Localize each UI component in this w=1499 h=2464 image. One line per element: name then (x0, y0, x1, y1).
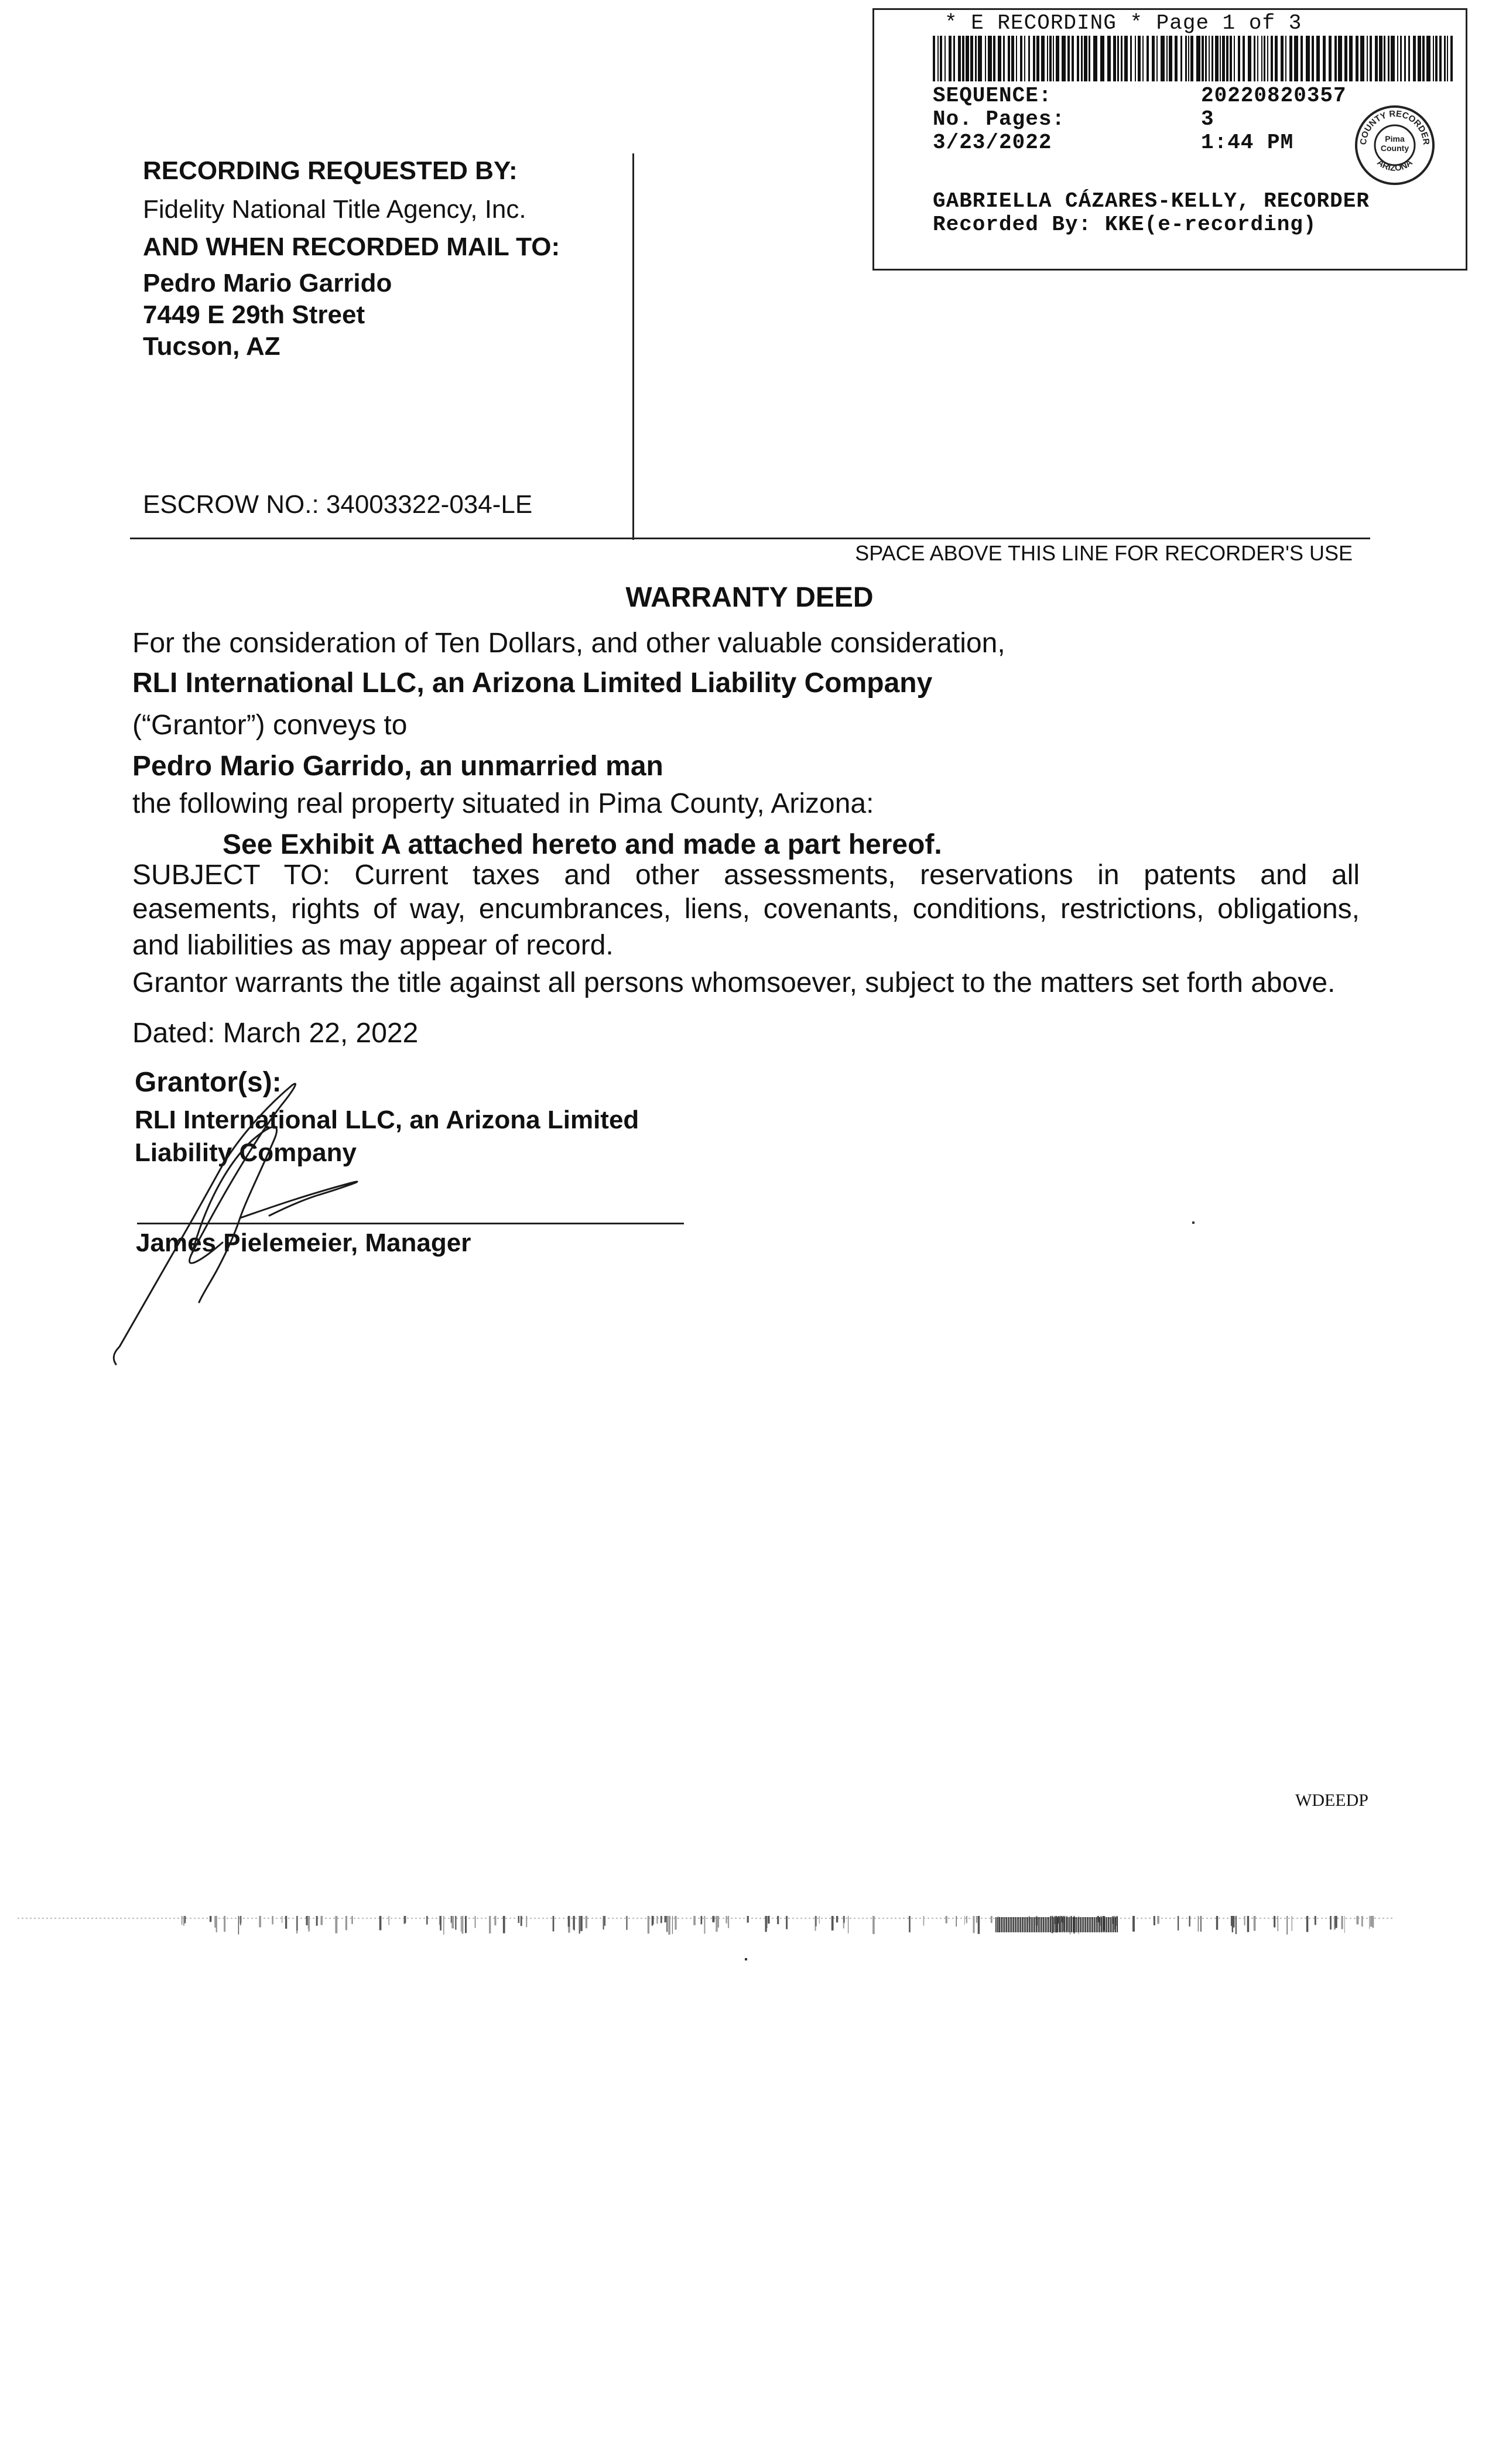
recorder-name: GABRIELLA CÁZARES-KELLY, RECORDER (933, 189, 1370, 213)
recorder-space-line (130, 538, 1370, 539)
sequence-label: SEQUENCE: (933, 84, 1052, 108)
warranty-text: Grantor warrants the title against all persons whomsoever, subject to the matters set forth above. (132, 967, 1336, 998)
mail-to-label: AND WHEN RECORDED MAIL TO: (143, 232, 560, 261)
exhibit-text: See Exhibit A attached hereto and made a part hereof. (223, 829, 942, 860)
county-seal-icon (1353, 104, 1436, 187)
subject-to-line-2: easements, rights of way, encumbrances, liens, covenants, conditions, restrictions, obligations, (132, 894, 1360, 925)
consideration-text: For the consideration of Ten Dollars, and other valuable consideration, (132, 628, 1005, 659)
recorder-stamp (872, 8, 1467, 271)
sequence-value: 20220820357 (1201, 84, 1347, 108)
seal-bottom-text: ARIZONA (1375, 157, 1415, 174)
svg-text:ARIZONA (1375, 158, 1414, 173)
scan-speck (1192, 1221, 1195, 1224)
subject-to-line-1: SUBJECT TO: Current taxes and other assessments, reservations in patents and all (132, 860, 1360, 891)
scan-artifact-strip (0, 1915, 1405, 1935)
subject-to-line-3: and liabilities as may appear of record. (132, 930, 614, 961)
grantee-name: Pedro Mario Garrido, an unmarried man (132, 751, 663, 782)
mail-to-street: 7449 E 29th Street (143, 300, 365, 329)
seal-center-text: Pima County (1380, 134, 1409, 153)
grantor-company-line-2: Liability Company (135, 1138, 357, 1167)
property-text: the following real property situated in Pima County, Arizona: (132, 788, 874, 819)
record-time: 1:44 PM (1201, 131, 1294, 155)
deed-title: WARRANTY DEED (625, 582, 874, 613)
conveys-text: (“Grantor”) conveys to (132, 710, 408, 741)
grantor-name: RLI International LLC, an Arizona Limited Liability Company (132, 668, 933, 699)
seal-top-text: COUNTY RECORDER (1358, 108, 1432, 146)
requested-by-label: RECORDING REQUESTED BY: (143, 156, 518, 185)
scan-speck (745, 1958, 747, 1960)
pages-label: No. Pages: (933, 107, 1066, 131)
handwritten-signature-icon (105, 1072, 515, 1376)
form-code: WDEEDP (1295, 1791, 1368, 1810)
barcode-icon (933, 36, 1454, 81)
pages-value: 3 (1201, 107, 1214, 131)
recorded-by: Recorded By: KKE(e-recording) (933, 213, 1317, 237)
requested-by-agency: Fidelity National Title Agency, Inc. (143, 195, 526, 224)
mail-to-name: Pedro Mario Garrido (143, 269, 392, 297)
record-date: 3/23/2022 (933, 131, 1052, 155)
stamp-header: * E RECORDING * Page 1 of 3 (944, 11, 1302, 35)
signer-name: James Pielemeier, Manager (136, 1228, 471, 1257)
grantor-company-line-1: RLI International LLC, an Arizona Limited (135, 1106, 639, 1134)
dated-text: Dated: March 22, 2022 (132, 1018, 419, 1049)
grantors-label: Grantor(s): (135, 1067, 282, 1098)
mail-to-city: Tucson, AZ (143, 332, 280, 361)
escrow-number: ESCROW NO.: 34003322-034-LE (143, 490, 533, 519)
vertical-divider (632, 153, 634, 540)
recorder-space-note: SPACE ABOVE THIS LINE FOR RECORDER'S USE (855, 541, 1353, 565)
